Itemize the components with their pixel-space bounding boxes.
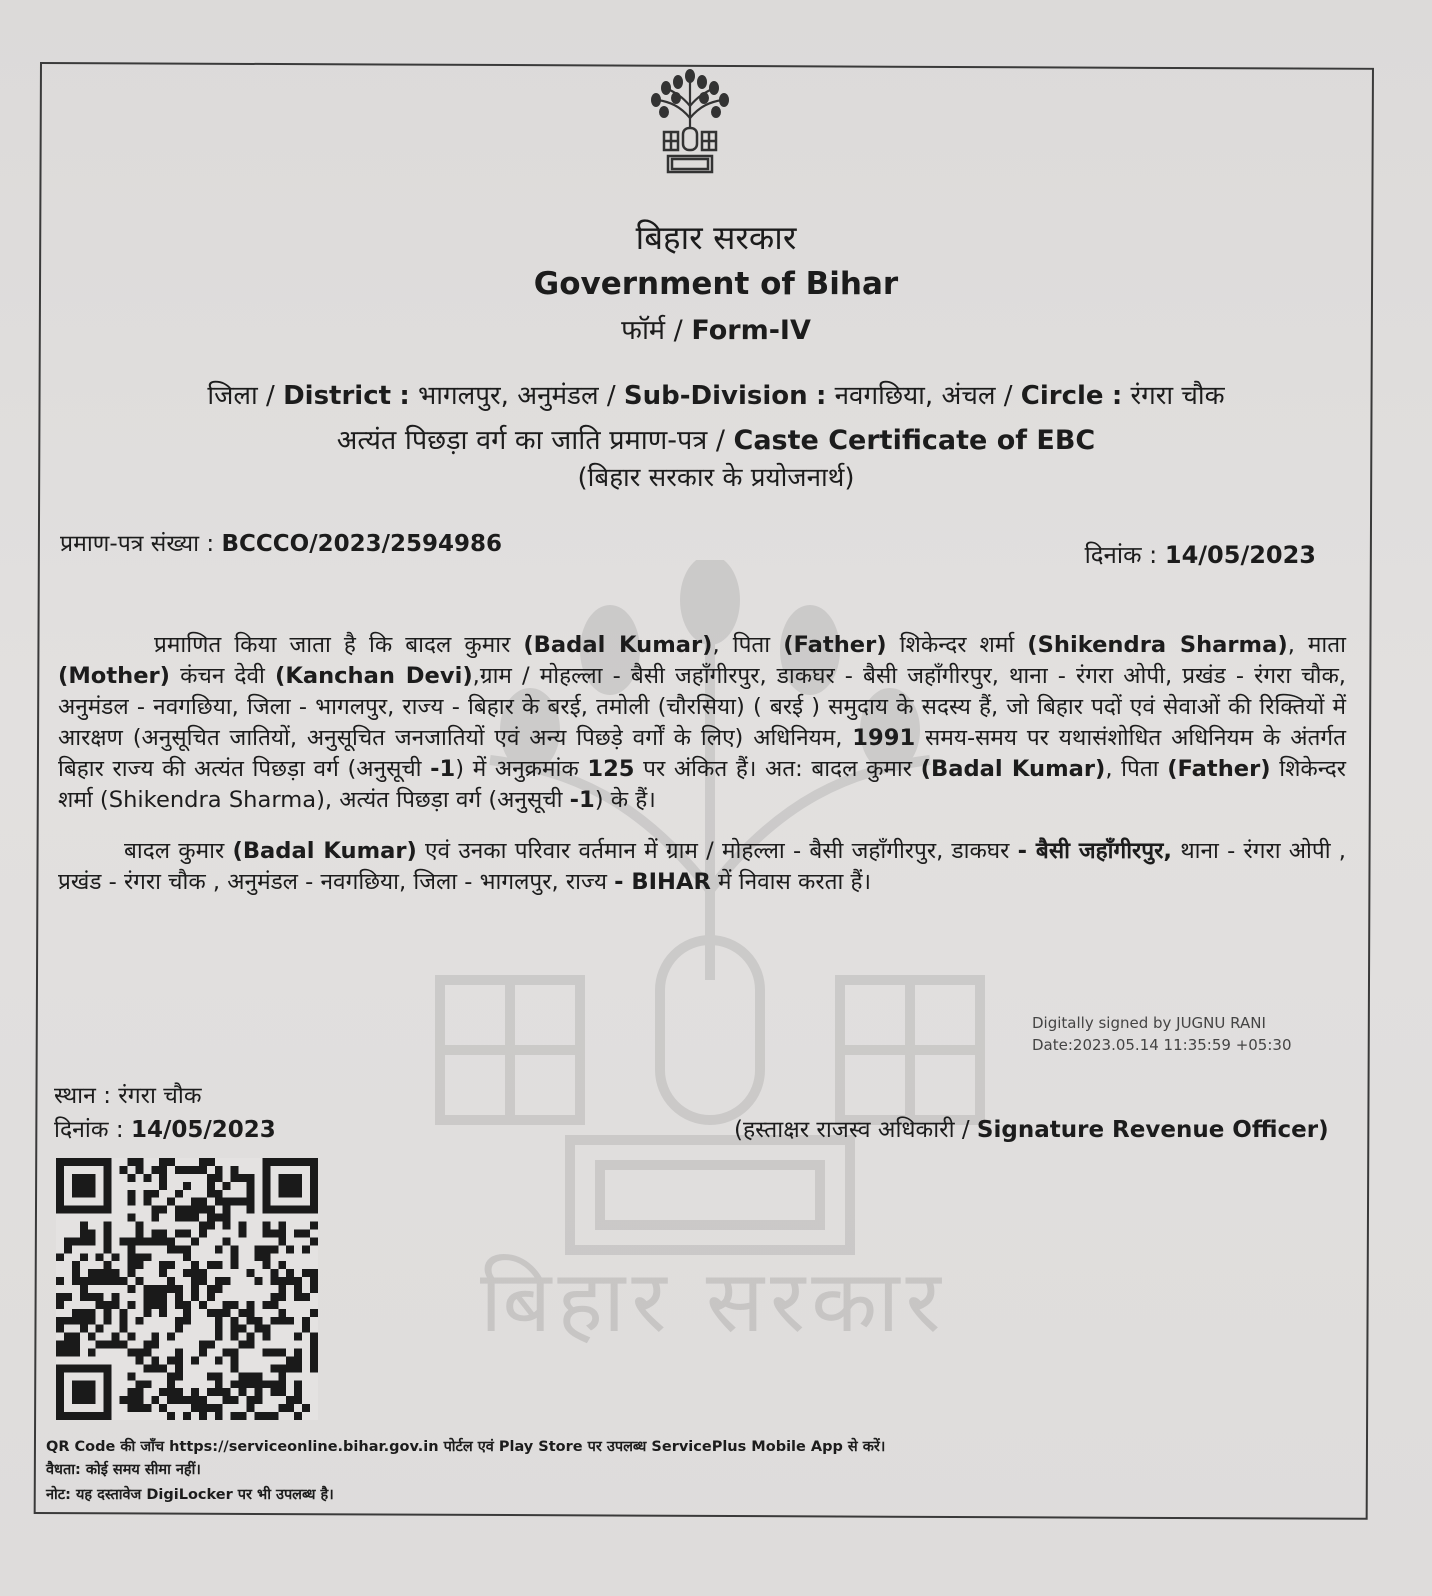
issue-date-label: दिनांक :	[1084, 541, 1158, 569]
circle-label-english: Circle	[1020, 381, 1104, 411]
form-label-hindi: फॉर्म	[621, 315, 666, 346]
header-title-english: Government of Bihar	[533, 266, 899, 302]
body-paragraph-2: बादल कुमार (Badal Kumar) एवं उनका परिवार वर्तमान में ग्राम / मोहल्ला - बैसी जहाँगीरपुर, डाकघर - बैसी जहाँगीरपुर, थाना - रंगरा ओपी , प्रखंड - रंगरा चौक , अनुमंडल - नवगछिया, जिला - भागलपुर, राज्य - BIHAR में निवास करता हैं।	[58, 838, 1346, 895]
certificate-title-english: Caste Certificate of EBC	[733, 425, 1096, 456]
district-value: भागलपुर,	[418, 381, 509, 411]
place-value: रंगरा चौक	[118, 1083, 202, 1109]
signature-revenue-officer	[734, 1112, 1329, 1144]
jurisdiction-line: जिला / District : भागलपुर, अनुमंडल / Sub-Division : नवगछिया, अंचल / Circle : रंगरा चौक	[207, 381, 1225, 411]
place-label: स्थान :	[54, 1083, 111, 1109]
watermark-text: बिहार सरकार	[480, 1252, 947, 1352]
sign-date-value: 14/05/2023	[130, 1117, 276, 1143]
certificate-body	[58, 630, 1346, 898]
bihar-emblem-icon	[636, 66, 744, 184]
certificate-number-value: BCCCO/2023/2594986	[221, 531, 503, 557]
circle-value: रंगरा चौक	[1130, 381, 1225, 411]
subdivision-label-english: Sub-Division	[623, 381, 808, 411]
subdivision-label-hindi: अनुमंडल	[517, 381, 599, 411]
digital-signature-signer: Digitally signed by JUGNU RANI	[1032, 1014, 1266, 1032]
sign-date-label: दिनांक :	[54, 1117, 124, 1143]
footer-validity: वैधता: कोई समय सीमा नहीं।	[46, 1462, 201, 1478]
certificate-number-label: प्रमाण-पत्र संख्या :	[60, 531, 215, 557]
form-label-english: Form-IV	[691, 315, 811, 346]
signature-label-hindi: (हस्ताक्षर राजस्व अधिकारी /	[734, 1117, 970, 1143]
footer-digilocker-note: नोट: यह दस्तावेज DigiLocker पर भी उपलब्ध है।	[46, 1487, 334, 1503]
footer-qr-verification: QR Code की जाँच https://serviceonline.bihar.gov.in पोर्टल एवं Play Store पर उपलब्ध ServicePlus Mobile App से करें।	[46, 1439, 886, 1455]
signature-label-english: Signature Revenue Officer)	[976, 1117, 1329, 1143]
certificate-purpose: (बिहार सरकार के प्रयोजनार्थ)	[577, 463, 855, 493]
place	[54, 1078, 202, 1110]
digital-signature-date: Date:2023.05.14 11:35:59 +05:30	[1032, 1036, 1292, 1054]
body-paragraph-1: प्रमाणित किया जाता है कि बादल कुमार (Badal Kumar), पिता (Father) शिकेन्दर शर्मा (Shikendra Sharma), माता (Mother) कंचन देवी (Kanchan Devi),ग्राम / मोहल्ला - बैसी जहाँगीरपुर, डाकघर - बैसी जहाँगीरपुर, थाना - रंगरा ओपी, प्रखंड - रंगरा चौक, अनुमंडल - नवगछिया, जिला - भागलपुर, राज्य - बिहार के बरई, तमोली (चौरसिया) ( बरई ) समुदाय के सदस्य हैं, जो बिहार पदों एवं सेवाओं की रिक्तियों में आरक्षण (अनुसूचित जातियों, अनुसूचित जनजातियों एवं अन्य पिछड़े वर्गों के लिए) अधिनियम, 1991 समय-समय पर यथासंशोधित अधिनियम के अंतर्गत बिहार राज्य की अत्यंत पिछड़ा वर्ग (अनुसूची -1) में अनुक्रमांक 125 पर अंकित हैं। अत: बादल कुमार (Badal Kumar), पिता (Father) शिकेन्दर शर्मा (Shikendra Sharma), अत्यंत पिछड़ा वर्ग (अनुसूची -1) के हैं।	[58, 632, 1347, 813]
qr-code-icon[interactable]	[56, 1158, 318, 1420]
circle-label-hindi: अंचल	[941, 381, 996, 411]
digital-signature	[1032, 1012, 1292, 1056]
district-label-hindi: जिला	[207, 381, 258, 411]
district-label-english: District	[283, 381, 392, 411]
header-title-hindi: बिहार सरकार	[635, 218, 797, 257]
subdivision-value: नवगछिया,	[834, 381, 934, 411]
issue-date	[1085, 538, 1316, 571]
form-number: फॉर्म / Form-IV	[621, 315, 811, 346]
certificate-title: अत्यंत पिछड़ा वर्ग का जाति प्रमाण-पत्र / Caste Certificate of EBC	[336, 425, 1096, 456]
certificate-number	[60, 526, 502, 558]
certificate-title-hindi: अत्यंत पिछड़ा वर्ग का जाति प्रमाण-पत्र	[336, 425, 708, 456]
sign-date	[54, 1112, 276, 1144]
issue-date-value: 14/05/2023	[1164, 541, 1316, 569]
